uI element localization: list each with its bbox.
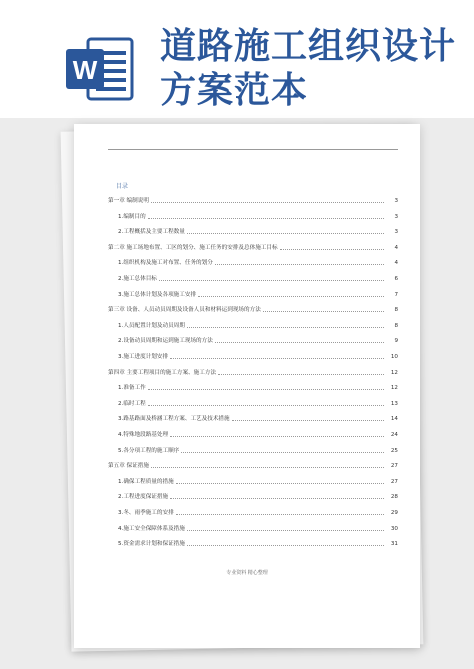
toc-entry[interactable] — [118, 383, 398, 391]
toc-entry[interactable] — [108, 243, 398, 251]
toc-entry-title: 3.施工总体计划及各项施工安排 — [118, 291, 197, 298]
toc-leader-dots — [198, 295, 384, 297]
toc-entry[interactable] — [118, 290, 398, 298]
toc-page-number: 7 — [394, 291, 398, 298]
toc-entry[interactable] — [118, 508, 398, 516]
toc-entry[interactable] — [118, 430, 398, 438]
toc-entry[interactable] — [118, 524, 398, 532]
toc-entry[interactable] — [118, 399, 398, 407]
toc-leader-dots — [176, 482, 384, 484]
toc-page-number: 8 — [394, 322, 398, 329]
word-logo-icon — [60, 35, 140, 105]
toc-leader-dots — [218, 373, 384, 375]
toc-entry-title: 2.施工总体目标 — [118, 276, 157, 282]
toc-leader-dots — [187, 326, 384, 328]
toc-entry-title: 第二章 施工场地布置、工区的划分、施工任务的安排及总体施工目标 — [108, 244, 278, 251]
toc-page-number: 14 — [390, 416, 398, 423]
toc-page-number: 25 — [390, 447, 398, 454]
toc-leader-dots — [181, 451, 384, 453]
toc-page-number: 28 — [390, 494, 398, 501]
toc-leader-dots — [151, 201, 384, 203]
toc-entry[interactable] — [118, 352, 398, 360]
toc-entry-title: 1.人员配置计划及动员周期 — [118, 322, 185, 329]
toc-entry-title: 4.特殊地段路基处理 — [118, 432, 169, 438]
toc-entry[interactable] — [118, 336, 398, 344]
toc-leader-dots — [159, 279, 384, 281]
toc-entry-title: 5.资金需求计划和保证措施 — [118, 541, 185, 548]
toc-entry[interactable] — [118, 274, 398, 282]
toc-entry-title: 3.路基路面及桥涵工程方案、工艺及技术措施 — [118, 416, 230, 423]
toc-leader-dots — [232, 419, 384, 421]
toc-entry[interactable] — [118, 321, 398, 329]
toc-entry[interactable] — [118, 414, 398, 422]
toc-leader-dots — [170, 435, 384, 437]
toc-entry[interactable] — [118, 539, 398, 547]
toc-entry[interactable] — [118, 477, 398, 485]
toc-entry[interactable] — [108, 196, 398, 204]
toc-leader-dots — [170, 497, 384, 499]
toc-leader-dots — [215, 341, 384, 343]
toc-page-number: 13 — [390, 400, 398, 407]
toc-leader-dots — [151, 466, 384, 468]
title-line-1: 道路施工组织设计 — [160, 25, 457, 67]
header-rule — [108, 149, 398, 150]
toc-entry-title: 第三章 设备、人员动员周期及设备人员和材料运到现场的方法 — [108, 307, 261, 314]
toc-page-number: 8 — [394, 307, 398, 314]
toc-leader-dots — [187, 232, 384, 234]
toc-page-number: 9 — [394, 338, 398, 345]
page-footer: 专业资料 精心整理 — [226, 570, 268, 576]
toc-page-number: 4 — [394, 244, 398, 251]
toc-page-number: 3 — [394, 229, 398, 236]
toc-entry[interactable] — [118, 446, 398, 454]
toc-entry-title: 2.工程进度保证措施 — [118, 494, 169, 501]
toc-entry-title: 2.设备动员周期和运到施工现场的方法 — [118, 338, 213, 345]
toc-leader-dots — [187, 544, 384, 546]
toc-page-number: 6 — [394, 276, 398, 282]
toc-page-number: 30 — [390, 525, 398, 532]
toc-page-number: 4 — [394, 260, 398, 267]
toc-leader-dots — [148, 217, 384, 219]
toc-entry-title: 3.冬、雨季施工的安排 — [118, 510, 174, 516]
toc-entry-title: 2.临时工程 — [118, 400, 146, 407]
toc-leader-dots — [263, 310, 384, 312]
toc-entry-title: 1.组织机构及施工对布置、任务的划分 — [118, 260, 213, 267]
toc-entry-title: 2.工程概括及主要工程数量 — [118, 229, 185, 236]
toc-page-number: 12 — [390, 385, 398, 392]
toc-entry[interactable] — [108, 461, 398, 469]
toc-leader-dots — [215, 263, 384, 265]
toc-entry-title: 3.施工进度计划安排 — [118, 354, 169, 360]
toc-entry[interactable] — [118, 492, 398, 500]
toc-entry-title: 1.编制目的 — [118, 213, 146, 220]
toc-page-number: 31 — [390, 541, 398, 548]
toc-leader-dots — [187, 529, 384, 531]
toc-page-number: 27 — [390, 463, 398, 470]
toc-entry[interactable] — [118, 227, 398, 235]
toc-entry-title: 第一章 编制说明 — [108, 198, 149, 204]
toc-leader-dots — [280, 248, 384, 250]
toc-page-number: 29 — [390, 510, 398, 516]
page-title — [160, 24, 456, 112]
toc-leader-dots — [170, 357, 384, 359]
toc-page-number: 27 — [390, 478, 398, 485]
toc-leader-dots — [176, 513, 384, 515]
toc-entry-title: 1.确保工程质量的措施 — [118, 478, 174, 485]
toc-entry[interactable] — [108, 305, 398, 313]
title-line-2: 方案范本 — [160, 69, 309, 111]
toc-entry-title: 5.各分项工程的施工顺序 — [118, 447, 180, 454]
toc-entry[interactable] — [118, 212, 398, 220]
toc-entry-title: 第四章 主要工程项目的施工方案、施工方法 — [108, 369, 217, 376]
toc-entry-title: 4.施工安全保障体系及措施 — [118, 525, 185, 532]
toc-entry-title: 第五章 保证措施 — [108, 463, 149, 470]
toc-page-number: 3 — [394, 198, 398, 204]
logo-letter: W — [72, 55, 98, 85]
toc-page-number: 12 — [390, 369, 398, 376]
toc-heading: 目录 — [116, 183, 129, 190]
toc-page-number: 24 — [390, 432, 398, 438]
toc-entry-title: 1.准备工作 — [118, 385, 146, 392]
toc-entry[interactable] — [108, 368, 398, 376]
toc-leader-dots — [148, 388, 384, 390]
document-page — [74, 124, 420, 648]
toc-entry[interactable] — [118, 258, 398, 266]
toc-page-number: 10 — [390, 354, 398, 360]
toc-leader-dots — [148, 404, 384, 406]
toc-page-number: 3 — [394, 213, 398, 220]
